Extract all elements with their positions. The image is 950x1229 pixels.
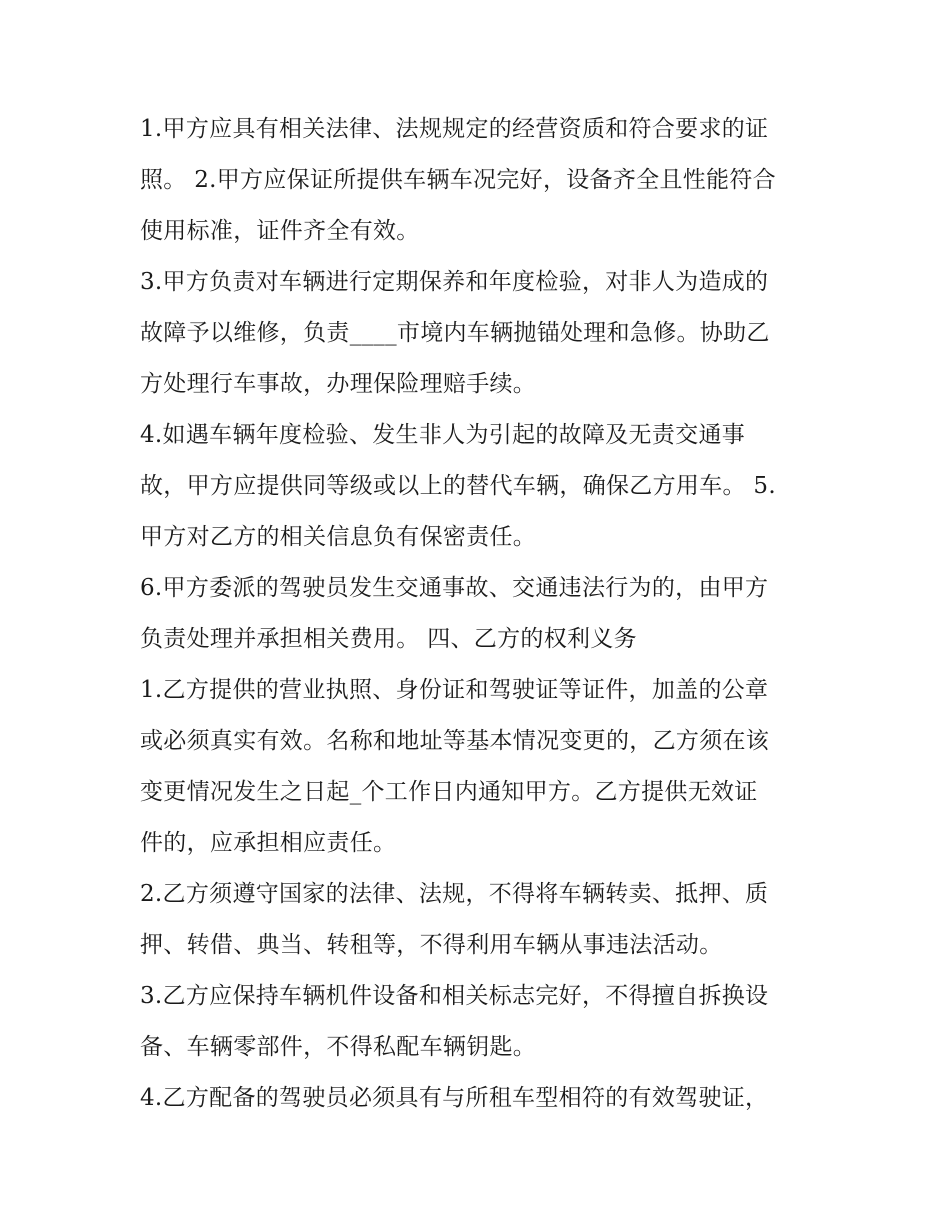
text-line: 押、转借、典当、转租等，不得利用车辆从事违法活动。: [140, 932, 723, 958]
text-line: 方处理行车事故，办理保险理赔手续。: [140, 371, 537, 397]
text-line: 故，甲方应提供同等级或以上的替代车辆，确保乙方用车。 5.: [140, 473, 776, 499]
text-line: 3.甲方负责对车辆进行定期保养和年度检验，对非人为造成的: [140, 269, 769, 295]
text-line: 6.甲方委派的驾驶员发生交通事故、交通违法行为的，由甲方: [140, 575, 769, 601]
text-line: 甲方对乙方的相关信息负有保密责任。: [140, 524, 537, 550]
text-line: 1.乙方提供的营业执照、身份证和驾驶证等证件，加盖的公章: [140, 677, 769, 703]
text-line: 2.乙方须遵守国家的法律、法规，不得将车辆转卖、抵押、质: [140, 881, 769, 907]
contract-body-text: [140, 104, 830, 1124]
text-line: 使用标准，证件齐全有效。: [140, 218, 420, 244]
text-line: 负责处理并承担相关费用。 四、乙方的权利义务: [140, 626, 637, 652]
text-line: 照。 2.甲方应保证所提供车辆车况完好，设备齐全且性能符合: [140, 167, 776, 193]
text-line: 4.乙方配备的驾驶员必须具有与所租车型相符的有效驾驶证，: [140, 1085, 769, 1111]
text-line: 1.甲方应具有相关法律、法规规定的经营资质和符合要求的证: [140, 116, 769, 142]
text-line: 或必须真实有效。名称和地址等基本情况变更的，乙方须在该: [140, 728, 770, 754]
text-line: 4.如遇车辆年度检验、发生非人为引起的故障及无责交通事: [140, 422, 746, 448]
text-line: 备、车辆零部件，不得私配车辆钥匙。: [140, 1034, 537, 1060]
text-line: 变更情况发生之日起_个工作日内通知甲方。乙方提供无效证: [140, 779, 758, 805]
text-line: 件的，应承担相应责任。: [140, 830, 397, 856]
text-line: 故障予以维修，负责____市境内车辆抛锚处理和急修。协助乙: [140, 320, 770, 346]
text-line: 3.乙方应保持车辆机件设备和相关标志完好，不得擅自拆换设: [140, 983, 769, 1009]
